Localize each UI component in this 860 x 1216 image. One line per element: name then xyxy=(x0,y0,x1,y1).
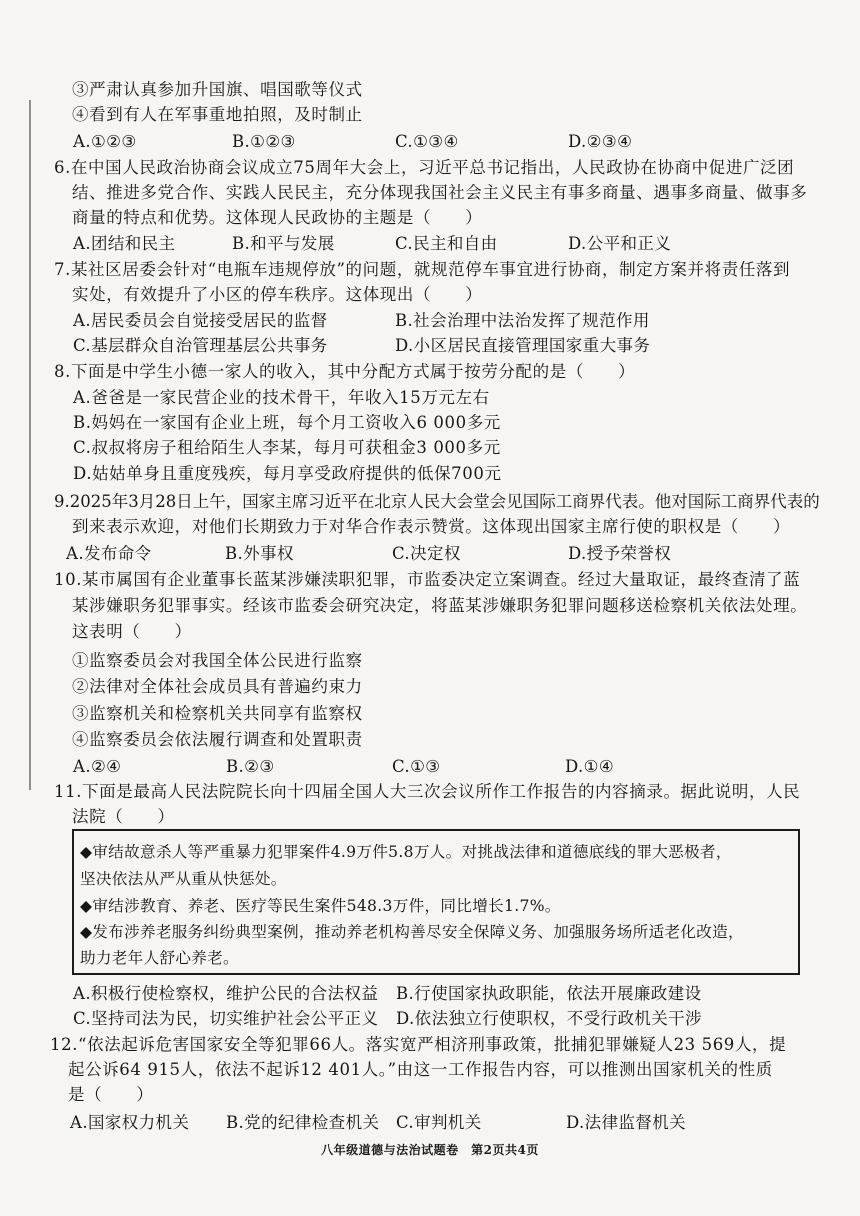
statement-1: ①监察委员会对我国全体公民进行监察 xyxy=(72,651,363,670)
answer-options xyxy=(0,1112,860,1134)
option-b: B.外事权 xyxy=(225,544,294,563)
statement-3: ③严肃认真参加升国旗、唱国歌等仪式 xyxy=(72,80,363,99)
option-c: C.审判机关 xyxy=(396,1113,482,1132)
binding-margin-line xyxy=(29,100,31,790)
option-a: A.团结和民主 xyxy=(73,234,176,253)
question-text: 7.某社区居委会针对“电瓶车违规停放”的问题，就规范停车事宜进行协商，制定方案并将责任落到 xyxy=(54,260,791,279)
option-a: A.居民委员会自觉接受居民的监督 xyxy=(73,311,328,330)
answer-options xyxy=(0,335,860,357)
question-text: 到来表示欢迎，对他们长期致力于对华合作表示赞赏。这体现出国家主席行使的职权是（ ） xyxy=(72,517,791,536)
option-d: D.②③④ xyxy=(568,132,633,151)
option-c: C.①③ xyxy=(392,757,441,776)
question-text: 9.2025年3月28日上午，国家主席习近平在北京人民大会堂会见国际工商界代表。他对国际工商界代表的 xyxy=(54,492,820,511)
question-text: 10.某市属国有企业董事长蓝某涉嫌渎职犯罪，市监委决定立案调查。经过大量取证，最终查清了蓝 xyxy=(54,570,801,589)
answer-options xyxy=(0,131,860,153)
answer-options xyxy=(0,983,860,1005)
option-b: B.②③ xyxy=(226,757,275,776)
option-a: A.积极行使检察权，维护公民的合法权益 xyxy=(73,984,379,1003)
answer-options xyxy=(0,1008,860,1030)
statement-2: ②法律对全体社会成员具有普遍约束力 xyxy=(72,677,363,696)
answer-options xyxy=(0,756,860,778)
option-b: B.和平与发展 xyxy=(232,234,335,253)
excerpt-line: ◆审结涉教育、养老、医疗等民生案件548.3万件，同比增长1.7%。 xyxy=(80,897,561,915)
statement-4: ④看到有人在军事重地拍照，及时制止 xyxy=(72,105,363,124)
question-text: 结、推进多党合作、实践人民民主，充分体现我国社会主义民主有事多商量、遇事多商量、做事多 xyxy=(72,183,808,202)
option-d: D.①④ xyxy=(565,757,615,776)
question-text: 是（ ） xyxy=(68,1085,154,1104)
question-text: 实处，有效提升了小区的停车秩序。这体现出（ ） xyxy=(72,285,483,304)
question-text: 法院（ ） xyxy=(72,807,175,826)
answer-options xyxy=(0,310,860,332)
option-a: A.①②③ xyxy=(73,132,137,151)
option-c: C.基层群众自治管理基层公共事务 xyxy=(73,336,328,355)
option-b: B.社会治理中法治发挥了规范作用 xyxy=(395,311,650,330)
option-b: B.党的纪律检查机关 xyxy=(226,1113,380,1132)
excerpt-line: ◆审结故意杀人等严重暴力犯罪案件4.9万件5.8万人。对挑战法律和道德底线的罪大恶极者， xyxy=(80,843,732,861)
option-c: C.决定权 xyxy=(392,544,461,563)
question-text: 11.下面是最高人民法院院长向十四届全国人大三次会议所作工作报告的内容摘录。据此说明，人民 xyxy=(54,782,801,801)
option-c: C.民主和自由 xyxy=(395,234,498,253)
option-a: A.爸爸是一家民营企业的技术骨干，年收入15万元左右 xyxy=(73,388,490,407)
option-d: D.小区居民直接管理国家重大事务 xyxy=(395,336,651,355)
option-a: A.②④ xyxy=(73,757,122,776)
option-b: B.妈妈在一家国有企业上班，每个月工资收入6 000多元 xyxy=(73,413,501,432)
excerpt-line: 助力老年人舒心养老。 xyxy=(80,949,239,967)
option-c: C.坚持司法为民，切实维护社会公平正义 xyxy=(73,1009,379,1028)
question-text: 8.下面是中学生小德一家人的收入，其中分配方式属于按劳分配的是（ ） xyxy=(54,362,636,381)
statement-3: ③监察机关和检察机关共同享有监察权 xyxy=(72,704,363,723)
option-d: D.依法独立行使职权，不受行政机关干涉 xyxy=(396,1009,702,1028)
statement-4: ④监察委员会依法履行调查和处置职责 xyxy=(72,730,363,749)
option-a: A.国家权力机关 xyxy=(70,1113,190,1132)
option-d: D.法律监督机关 xyxy=(566,1113,687,1132)
question-text: 6.在中国人民政治协商会议成立75周年大会上，习近平总书记指出，人民政协在协商中促进广泛团 xyxy=(54,158,795,177)
excerpt-line: ◆发布涉养老服务纠纷典型案例，推动养老机构善尽安全保障义务、加强服务场所适老化改造， xyxy=(80,923,744,941)
report-excerpt-box xyxy=(72,829,800,975)
option-c: C.叔叔将房子租给陌生人李某，每月可获租金3 000多元 xyxy=(73,438,501,457)
page-footer: 八年级道德与法治试题卷 第2页共4页 xyxy=(321,1143,539,1157)
question-text: 12.“依法起诉危害国家安全等犯罪66人。落实宽严相济刑事政策，批捕犯罪嫌疑人23 569人，提 xyxy=(50,1035,787,1054)
option-d: D.授予荣誉权 xyxy=(568,544,672,563)
option-a: A.发布命令 xyxy=(66,544,152,563)
question-text: 某涉嫌职务犯罪事实。经该市监委会研究决定，将蓝某涉嫌职务犯罪问题移送检察机关依法处理。 xyxy=(72,596,808,615)
option-c: C.①③④ xyxy=(395,132,459,151)
answer-options xyxy=(0,543,860,565)
answer-options xyxy=(0,233,860,255)
option-b: B.①②③ xyxy=(232,132,296,151)
option-d: D.公平和正义 xyxy=(568,234,672,253)
question-text: 商量的特点和优势。这体现人民政协的主题是（ ） xyxy=(72,208,483,227)
question-text: 起公诉64 915人，依法不起诉12 401人。”由这一工作报告内容，可以推测出国家机关的性质 xyxy=(68,1060,773,1079)
option-b: B.行使国家执政职能，依法开展廉政建设 xyxy=(396,984,702,1003)
question-text: 这表明（ ） xyxy=(72,622,192,641)
excerpt-line: 坚决依法从严从重从快惩处。 xyxy=(80,870,287,888)
option-d: D.姑姑单身且重度残疾，每月享受政府提供的低保700元 xyxy=(73,464,502,483)
